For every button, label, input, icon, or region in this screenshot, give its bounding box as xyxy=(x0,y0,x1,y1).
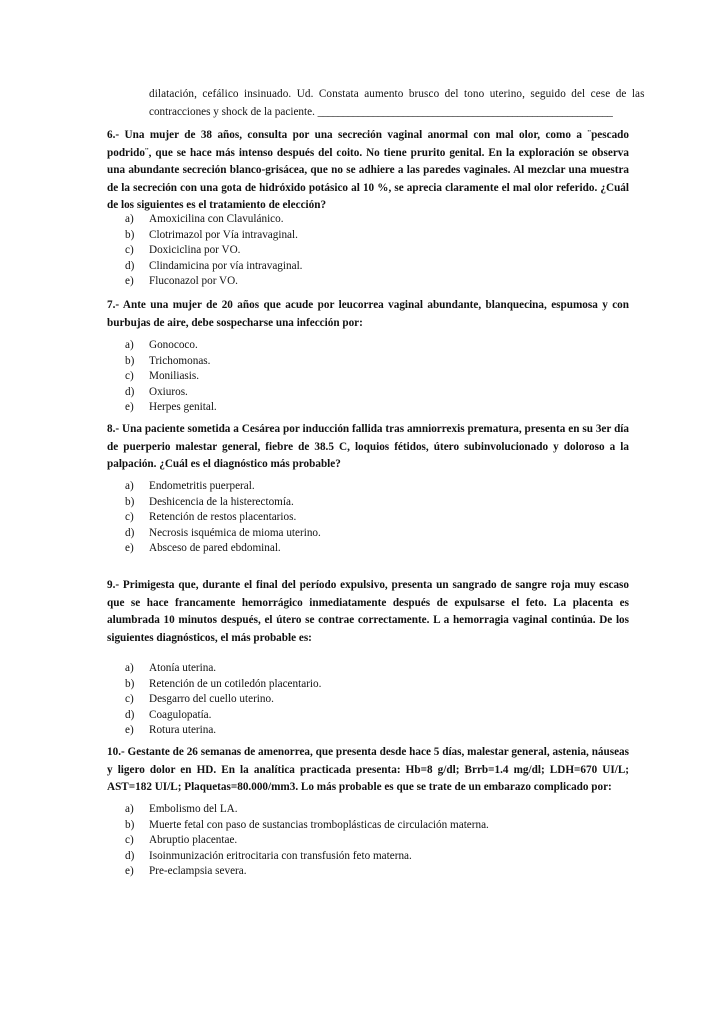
option-text: Endometritis puerperal. xyxy=(149,480,255,492)
option-letter: d) xyxy=(125,708,135,721)
option-item xyxy=(125,243,302,259)
option-letter: c) xyxy=(125,244,134,256)
option-text: Herpes genital. xyxy=(149,401,217,413)
option-item xyxy=(125,385,217,401)
continuation-line-2: contracciones y shock de la paciente. xyxy=(149,105,315,118)
continuation-line-1: dilatación, cefálico insinuado. Ud. Constata aumento brusco del tono uterino, seguido del cese de las xyxy=(149,88,645,100)
option-item xyxy=(125,692,321,708)
option-text: Embolismo del LA. xyxy=(149,803,238,815)
option-letter: d) xyxy=(125,385,135,398)
option-letter: a) xyxy=(125,339,134,351)
option-text: Atonía uterina. xyxy=(149,662,217,674)
option-letter: a) xyxy=(125,803,134,815)
option-letter: b) xyxy=(125,677,135,690)
option-item xyxy=(125,833,489,849)
question-8-text: 8.- Una paciente sometida a Cesárea por inducción fallida tras amniorrexis prematura, presenta en su 3er día de puerperio malestar general, fiebre de 38.5 C, loquios fétidos, útero subinvolucionado y doloroso a la palpación. ¿Cuál es el diagnóstico más probable? xyxy=(107,423,629,471)
option-text: Clindamicina por vía intravaginal. xyxy=(149,259,303,272)
option-text: Amoxicilina con Clavulánico. xyxy=(149,213,284,225)
option-letter: b) xyxy=(125,818,135,831)
option-letter: c) xyxy=(125,834,134,846)
option-item xyxy=(125,228,302,244)
option-letter: c) xyxy=(125,693,134,705)
option-text: Gonococo. xyxy=(149,339,198,351)
option-text: Necrosis isquémica de mioma uterino. xyxy=(149,526,321,539)
option-item xyxy=(125,708,321,724)
question-6-options xyxy=(125,212,302,290)
option-text: Oxiuros. xyxy=(149,385,188,398)
option-item xyxy=(125,479,321,495)
option-item xyxy=(125,338,217,354)
option-item xyxy=(125,818,489,834)
option-item xyxy=(125,526,321,542)
question-9-options xyxy=(125,661,321,739)
question-6-text: 6.- Una mujer de 38 años, consulta por una secreción vaginal anormal con mal olor, como a ¨pescado podrido¨, que se hace más intenso después del coito. No tiene prurito genital. En la exploración se observa una abundante secreción blanco-grisácea, que no se adhiere a las paredes vaginales. Al mezclar una muestra de la secreción con una gota de hidróxido potásico al 10 %, se aprecia claramente el mal olor referido. ¿Cuál de los siguientes es el tratamiento de elección? xyxy=(107,129,629,212)
option-text: Rotura uterina. xyxy=(149,724,217,736)
option-item xyxy=(125,723,321,739)
question-10-text: 10.- Gestante de 26 semanas de amenorrea, que presenta desde hace 5 días, malestar general, astenia, náuseas y ligero dolor en HD. En la analítica practicada presenta: Hb=8 g/dl; Brrb=1.4 mg/dl; LDH=670 UI/L; AST=182 UI/L; Plaquetas=80.000/mm3. Lo más probable es que se trate de un embarazo complicado por: xyxy=(107,746,629,794)
option-letter: c) xyxy=(125,511,134,523)
option-letter: a) xyxy=(125,662,134,674)
option-item xyxy=(125,849,489,865)
option-item xyxy=(125,510,321,526)
option-item xyxy=(125,369,217,385)
option-item xyxy=(125,802,489,818)
option-text: Pre-eclampsia severa. xyxy=(149,865,247,877)
option-item xyxy=(125,212,302,228)
option-text: Fluconazol por VO. xyxy=(149,275,238,287)
option-item xyxy=(125,677,321,693)
option-letter: e) xyxy=(125,865,134,877)
option-text: Muerte fetal con paso de sustancias tromboplásticas de circulación materna. xyxy=(149,818,489,831)
option-item xyxy=(125,661,321,677)
option-text: Clotrimazol por Vía intravaginal. xyxy=(149,228,298,241)
option-letter: e) xyxy=(125,724,134,736)
option-letter: d) xyxy=(125,849,135,862)
option-text: Doxiciclina por VO. xyxy=(149,244,241,256)
option-letter: e) xyxy=(125,275,134,287)
option-letter: d) xyxy=(125,526,135,539)
question-7-text: 7.- Ante una mujer de 20 años que acude por leucorrea vaginal abundante, blanquecina, espumosa y con burbujas de aire, debe sospecharse una infección por: xyxy=(107,299,629,329)
question-9-text: 9.- Primigesta que, durante el final del período expulsivo, presenta un sangrado de sangre roja muy escaso que se hace francamente hemorrágico inmediatamente después de expulsarse el feto. La placenta es alumbrada 10 minutos después, el útero se contrae correctamente. L a hemorragia vaginal continúa. De los siguientes diagnósticos, el más probable es: xyxy=(107,579,629,644)
option-item xyxy=(125,495,321,511)
option-letter: b) xyxy=(125,228,135,241)
question-10-options xyxy=(125,802,489,880)
option-text: Absceso de pared ebdominal. xyxy=(149,542,281,554)
option-letter: d) xyxy=(125,259,135,272)
option-item xyxy=(125,354,217,370)
option-item xyxy=(125,541,321,557)
option-item xyxy=(125,400,217,416)
option-text: Retención de restos placentarios. xyxy=(149,511,297,523)
option-text: Trichomonas. xyxy=(149,354,211,367)
option-text: Deshicencia de la histerectomía. xyxy=(149,495,294,508)
previous-question-continuation xyxy=(149,86,645,121)
option-text: Abruptio placentae. xyxy=(149,834,238,846)
option-text: Moniliasis. xyxy=(149,370,200,382)
option-letter: b) xyxy=(125,354,135,367)
question-7-options xyxy=(125,338,217,416)
option-text: Isoinmunización eritrocitaria con transfusión feto materna. xyxy=(149,849,412,862)
option-letter: c) xyxy=(125,370,134,382)
option-item xyxy=(125,274,302,290)
option-item xyxy=(125,259,302,275)
option-text: Retención de un cotiledón placentario. xyxy=(149,677,322,690)
option-letter: a) xyxy=(125,213,134,225)
option-text: Coagulopatía. xyxy=(149,708,212,721)
option-item xyxy=(125,864,489,880)
option-letter: a) xyxy=(125,480,134,492)
option-letter: e) xyxy=(125,542,134,554)
question-8-options xyxy=(125,479,321,557)
answer-blank-line: ___________________________________________________________ xyxy=(317,105,613,118)
option-letter: b) xyxy=(125,495,135,508)
option-letter: e) xyxy=(125,401,134,413)
option-text: Desgarro del cuello uterino. xyxy=(149,693,274,705)
